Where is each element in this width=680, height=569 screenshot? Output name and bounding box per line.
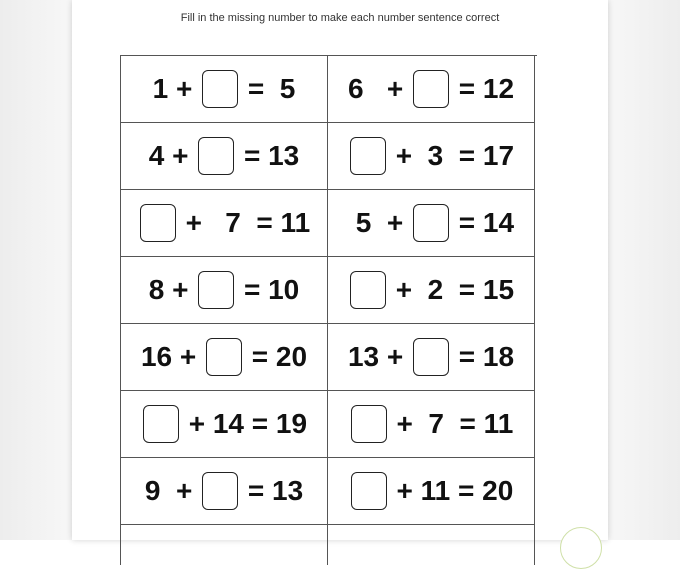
equation-cell bbox=[328, 458, 535, 525]
answer-box[interactable] bbox=[198, 137, 234, 175]
answer-box[interactable] bbox=[140, 204, 176, 242]
answer-box[interactable] bbox=[198, 271, 234, 309]
equation-right: + 11 = 20 bbox=[388, 475, 514, 506]
equation-cell-empty bbox=[328, 525, 535, 565]
left-background bbox=[0, 0, 72, 540]
equation-left: 9 + bbox=[144, 475, 201, 506]
equation-left: 13 + bbox=[347, 341, 411, 372]
equation-left: 1 + bbox=[152, 73, 201, 104]
equation-cell bbox=[328, 56, 535, 123]
equation-cell bbox=[328, 190, 535, 257]
table-row bbox=[121, 56, 537, 123]
instruction-text: Fill in the missing number to make each number sentence correct bbox=[180, 12, 500, 24]
table-row bbox=[121, 458, 537, 525]
equation-right: + 7 = 11 bbox=[177, 207, 311, 238]
table-row bbox=[121, 324, 537, 391]
answer-box[interactable] bbox=[413, 204, 449, 242]
answer-box[interactable] bbox=[202, 472, 238, 510]
equation-right: = 13 bbox=[236, 140, 300, 171]
equation-cell bbox=[121, 391, 328, 458]
equation-cell bbox=[328, 257, 535, 324]
equation-cell bbox=[121, 257, 328, 324]
table-row bbox=[121, 391, 537, 458]
equation-right: + 3 = 17 bbox=[387, 140, 515, 171]
equation-cell bbox=[121, 324, 328, 391]
equation-left: 5 + bbox=[347, 207, 411, 238]
right-background bbox=[608, 0, 680, 540]
equation-right: + 14 = 19 bbox=[180, 408, 308, 439]
table-row bbox=[121, 257, 537, 324]
answer-box[interactable] bbox=[350, 137, 386, 175]
answer-box[interactable] bbox=[413, 338, 449, 376]
equation-cell bbox=[121, 123, 328, 190]
answer-box[interactable] bbox=[350, 271, 386, 309]
answer-box[interactable] bbox=[351, 472, 387, 510]
worksheet-page bbox=[72, 0, 608, 540]
table-row-partial bbox=[121, 525, 537, 565]
equation-left: 4 + bbox=[148, 140, 197, 171]
equation-right: = 18 bbox=[451, 341, 515, 372]
equation-cell bbox=[121, 56, 328, 123]
equation-right: = 12 bbox=[450, 73, 515, 104]
equation-right: = 10 bbox=[236, 274, 300, 305]
answer-box[interactable] bbox=[206, 338, 242, 376]
equation-left: 16 + bbox=[140, 341, 204, 372]
equation-right: = 14 bbox=[450, 207, 515, 238]
equation-cell bbox=[121, 458, 328, 525]
equation-right: = 5 bbox=[240, 73, 296, 104]
table-row bbox=[121, 123, 537, 190]
equation-table bbox=[120, 55, 537, 565]
answer-box[interactable] bbox=[143, 405, 179, 443]
equation-right: + 2 = 15 bbox=[387, 274, 515, 305]
equation-left: 8 + bbox=[148, 274, 197, 305]
equation-cell bbox=[121, 190, 328, 257]
equation-right: = 20 bbox=[244, 341, 308, 372]
table-row bbox=[121, 190, 537, 257]
equation-cell bbox=[328, 391, 535, 458]
equation-left: 6 + bbox=[347, 73, 411, 104]
equation-right: + 7 = 11 bbox=[388, 408, 514, 439]
equation-cell bbox=[328, 324, 535, 391]
equation-cell bbox=[328, 123, 535, 190]
equation-cell-empty bbox=[121, 525, 328, 565]
answer-box[interactable] bbox=[351, 405, 387, 443]
corner-logo bbox=[560, 527, 602, 569]
answer-box[interactable] bbox=[413, 70, 449, 108]
answer-box[interactable] bbox=[202, 70, 238, 108]
equation-right: = 13 bbox=[240, 475, 304, 506]
